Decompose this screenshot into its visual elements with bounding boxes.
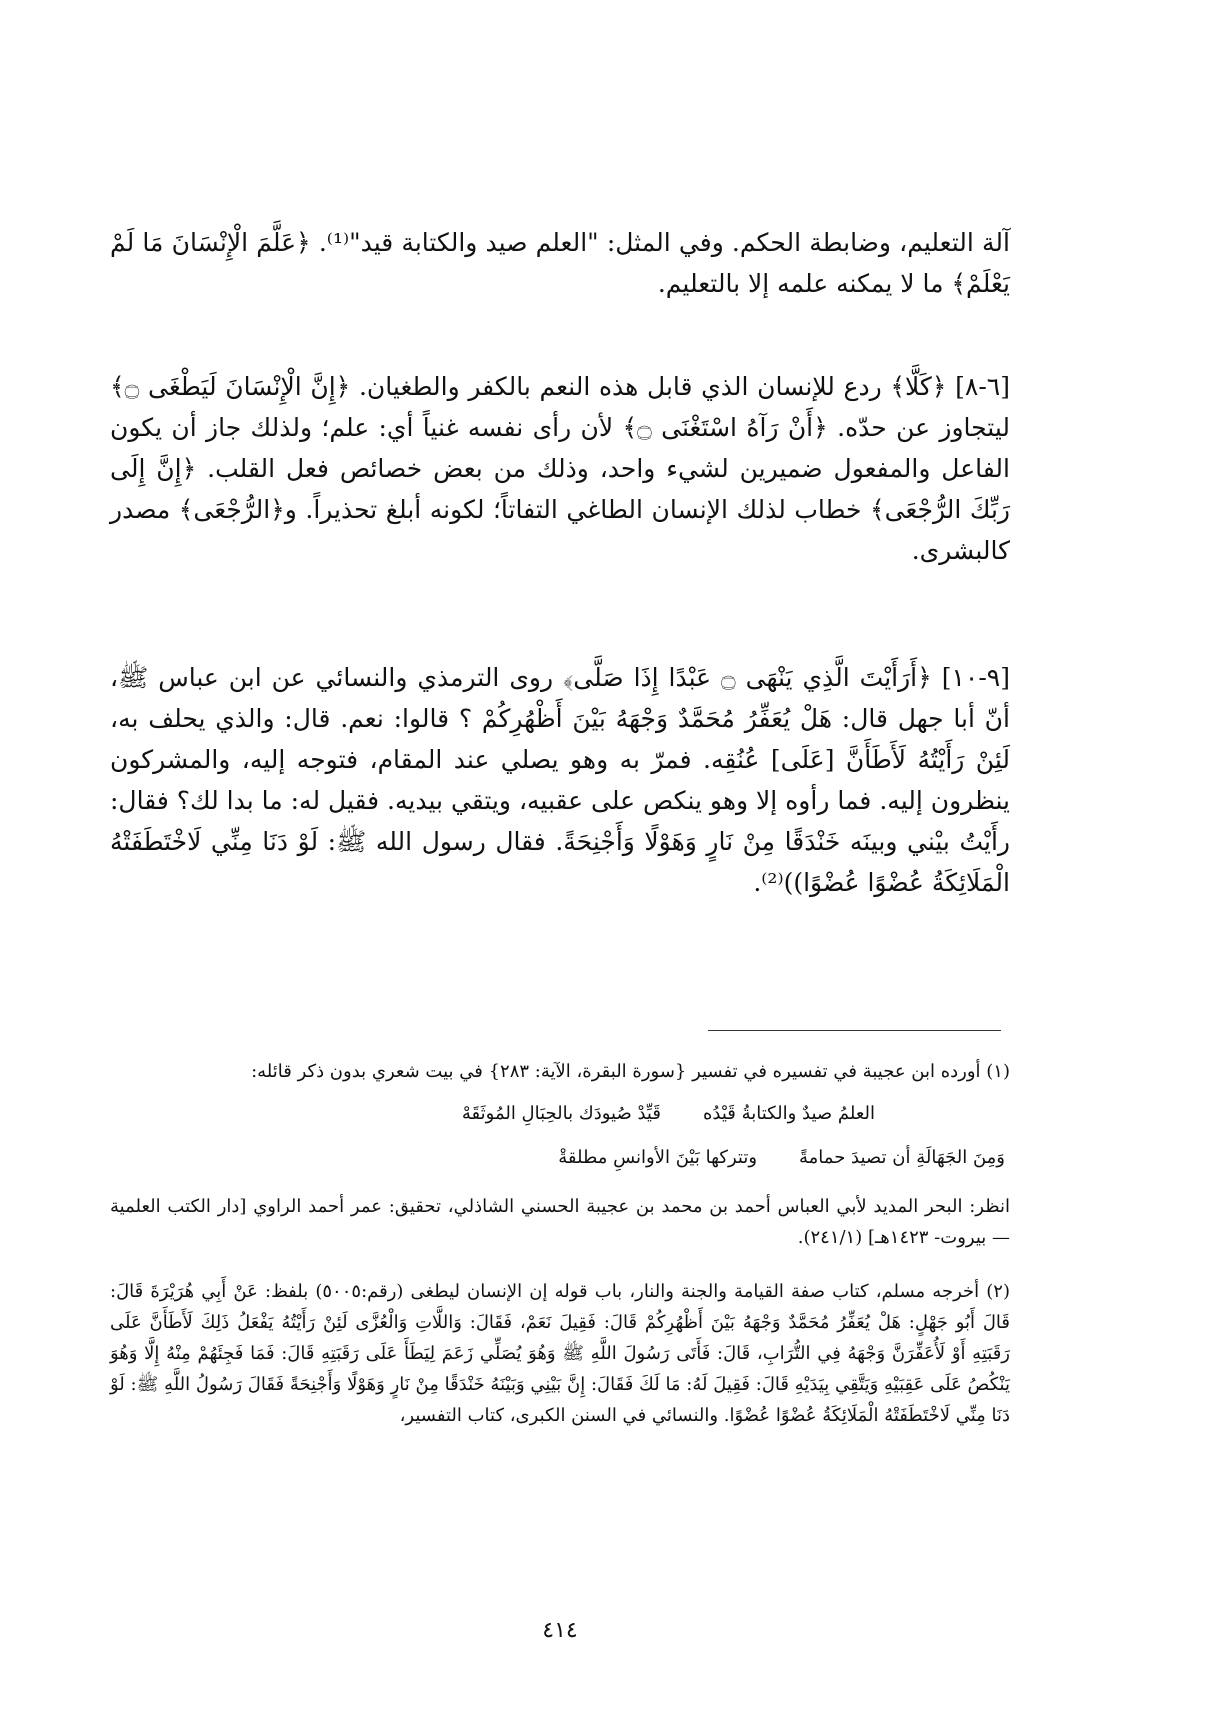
body-paragraph-3 — [110, 657, 1010, 903]
footnote-1-intro — [110, 1056, 1010, 1087]
footnote-1-source — [110, 1191, 1010, 1253]
poem-verse-2 — [558, 1143, 1005, 1173]
poem-verse-1 — [462, 1099, 875, 1129]
verse-first-hemistich: العلمُ صيدٌ والكتابةُ قَيْدُه — [702, 1103, 875, 1124]
page-number: ٤١٤ — [542, 1618, 578, 1643]
body-paragraph-1 — [110, 222, 1010, 304]
paragraph-text: [٩-١٠] ﴿أَرَأَيْتَ الَّذِي يَنْهَى ۝ عَبْدًا إِذَا صَلَّى﴾ روى الترمذي والنسائي عن ابن عباس ﷺ، أنّ أبا جهل قال: هَلْ يُعَفِّرُ مُحَمَّدٌ وَجْهَهُ بَيْنَ أَظْهُرِكُمْ ؟ قالوا: نعم. قال: والذي يحلف به، لَئِنْ رَأَيْتُهُ لَأَطَأَنَّ [عَلَى] عُنُقِه. فمرّ به وهو يصلي عند المقام، فتوجه إليه، والمشركون ينظرون إليه. فما رأوه إلا وهو ينكص على عقبيه، ويتقي بيديه. فقيل له: ما بدا لك؟ فقال: رأَيْتُ بيْني وبينَه خَنْدَقًا مِنْ نَارٍ وَهَوْلًا وَأَجْنِحَةً. فقال رسول الله ﷺ: لَوْ دَنَا مِنِّي لَاخْتَطَفَتْهُ الْمَلَائِكَةُ عُضْوًا عُضْوًا))⁽²⁾. — [110, 663, 1010, 897]
verse-first-hemistich: وَمِنَ الجَهَالَةِ أن تصيدَ حمامةً — [799, 1147, 1005, 1168]
footnote-text: (٢) أخرجه مسلم، كتاب صفة القيامة والجنة والنار، باب قوله إن الإنسان ليطغى (رقم:٥٠٠٥) بلفظ: عَنْ أَبِي هُرَيْرَةَ قَالَ: قَالَ أَبُو جَهْلٍ: هَلْ يُعَفِّرُ مُحَمَّدٌ وَجْهَهُ بَيْنَ أَظْهُرِكُمْ قَالَ: فَقِيلَ نَعَمْ، فَقَالَ: وَاللَّاتِ وَالْعُزَّى لَئِنْ رَأَيْتُهُ يَفْعَلُ ذَلِكَ لَأَطَأَنَّ عَلَى رَقَبَتِهِ أَوْ لَأُعَفِّرَنَّ وَجْهَهُ فِي التُّرَابِ، قَالَ: فَأَتَى رَسُولَ اللَّهِ ﷺ وَهُوَ يُصَلِّي زَعَمَ لِيَطَأَ عَلَى رَقَبَتِهِ قَالَ: فَمَا فَجِئَهُمْ مِنْهُ إِلَّا وَهُوَ يَنْكُصُ عَلَى عَقِبَيْهِ وَيَتَّقِي بِيَدَيْهِ قَالَ: فَقِيلَ لَهُ: مَا لَكَ فَقَالَ: إِنَّ بَيْنِي وَبَيْنَهُ خَنْدَقًا مِنْ نَارٍ وَهَوْلًا وَأَجْنِحَةً فَقَالَ رَسُولُ اللَّهِ ﷺ: لَوْ دَنَا مِنِّي لَاخْتَطَفَتْهُ الْمَلَائِكَةُ عُضْوًا عُضْوًا. والنسائي في السنن الكبرى، كتاب التفسير، — [110, 1281, 1010, 1426]
footnote-2 — [110, 1276, 1010, 1431]
footnote-separator — [708, 1030, 1001, 1031]
verse-second-hemistich: قَيِّدْ صُيودَك بالحِبَالِ المُوثَقَهْ — [461, 1103, 661, 1124]
footnote-text: (١) أورده ابن عجيبة في تفسيره في تفسير {سورة البقرة، الآية: ٢٨٣} في بيت شعري بدون ذكر قائله: — [251, 1061, 1010, 1082]
footnote-text: انظر: البحر المديد لأبي العباس أحمد بن محمد بن عجيبة الحسني الشاذلي، تحقيق: عمر أحمد الراوي [دار الكتب العلمية — بيروت- ١٤٢٣هـ] (٢٤١/١). — [110, 1196, 1010, 1248]
body-paragraph-2 — [110, 366, 1010, 571]
paragraph-text: [٦-٨] ﴿كَلَّا﴾ ردع للإنسان الذي قابل هذه النعم بالكفر والطغيان. ﴿إِنَّ الْإِنْسَانَ لَيَطْغَى ۝﴾ ليتجاوز عن حدّه. ﴿أَنْ رَآهُ اسْتَغْنَى ۝﴾ لأن رأى نفسه غنياً أي: علم؛ ولذلك جاز أن يكون الفاعل والمفعول ضميرين لشيء واحد، وذلك من بعض خصائص فعل القلب. ﴿إِنَّ إِلَى رَبِّكَ الرُّجْعَى﴾ خطاب لذلك الإنسان الطاغي التفاتاً؛ لكونه أبلغ تحذيراً. و﴿الرُّجْعَى﴾ مصدر كالبشرى. — [110, 372, 1010, 565]
verse-second-hemistich: وتتركها بَيْنَ الأوانسِ مطلقةْ — [558, 1147, 758, 1168]
paragraph-text: آلة التعليم، وضابطة الحكم. وفي المثل: "العلم صيد والكتابة قيد"⁽¹⁾. ﴿عَلَّمَ الْإِنْسَانَ مَا لَمْ يَعْلَمْ﴾ ما لا يمكنه علمه إلا بالتعليم. — [110, 228, 1010, 298]
